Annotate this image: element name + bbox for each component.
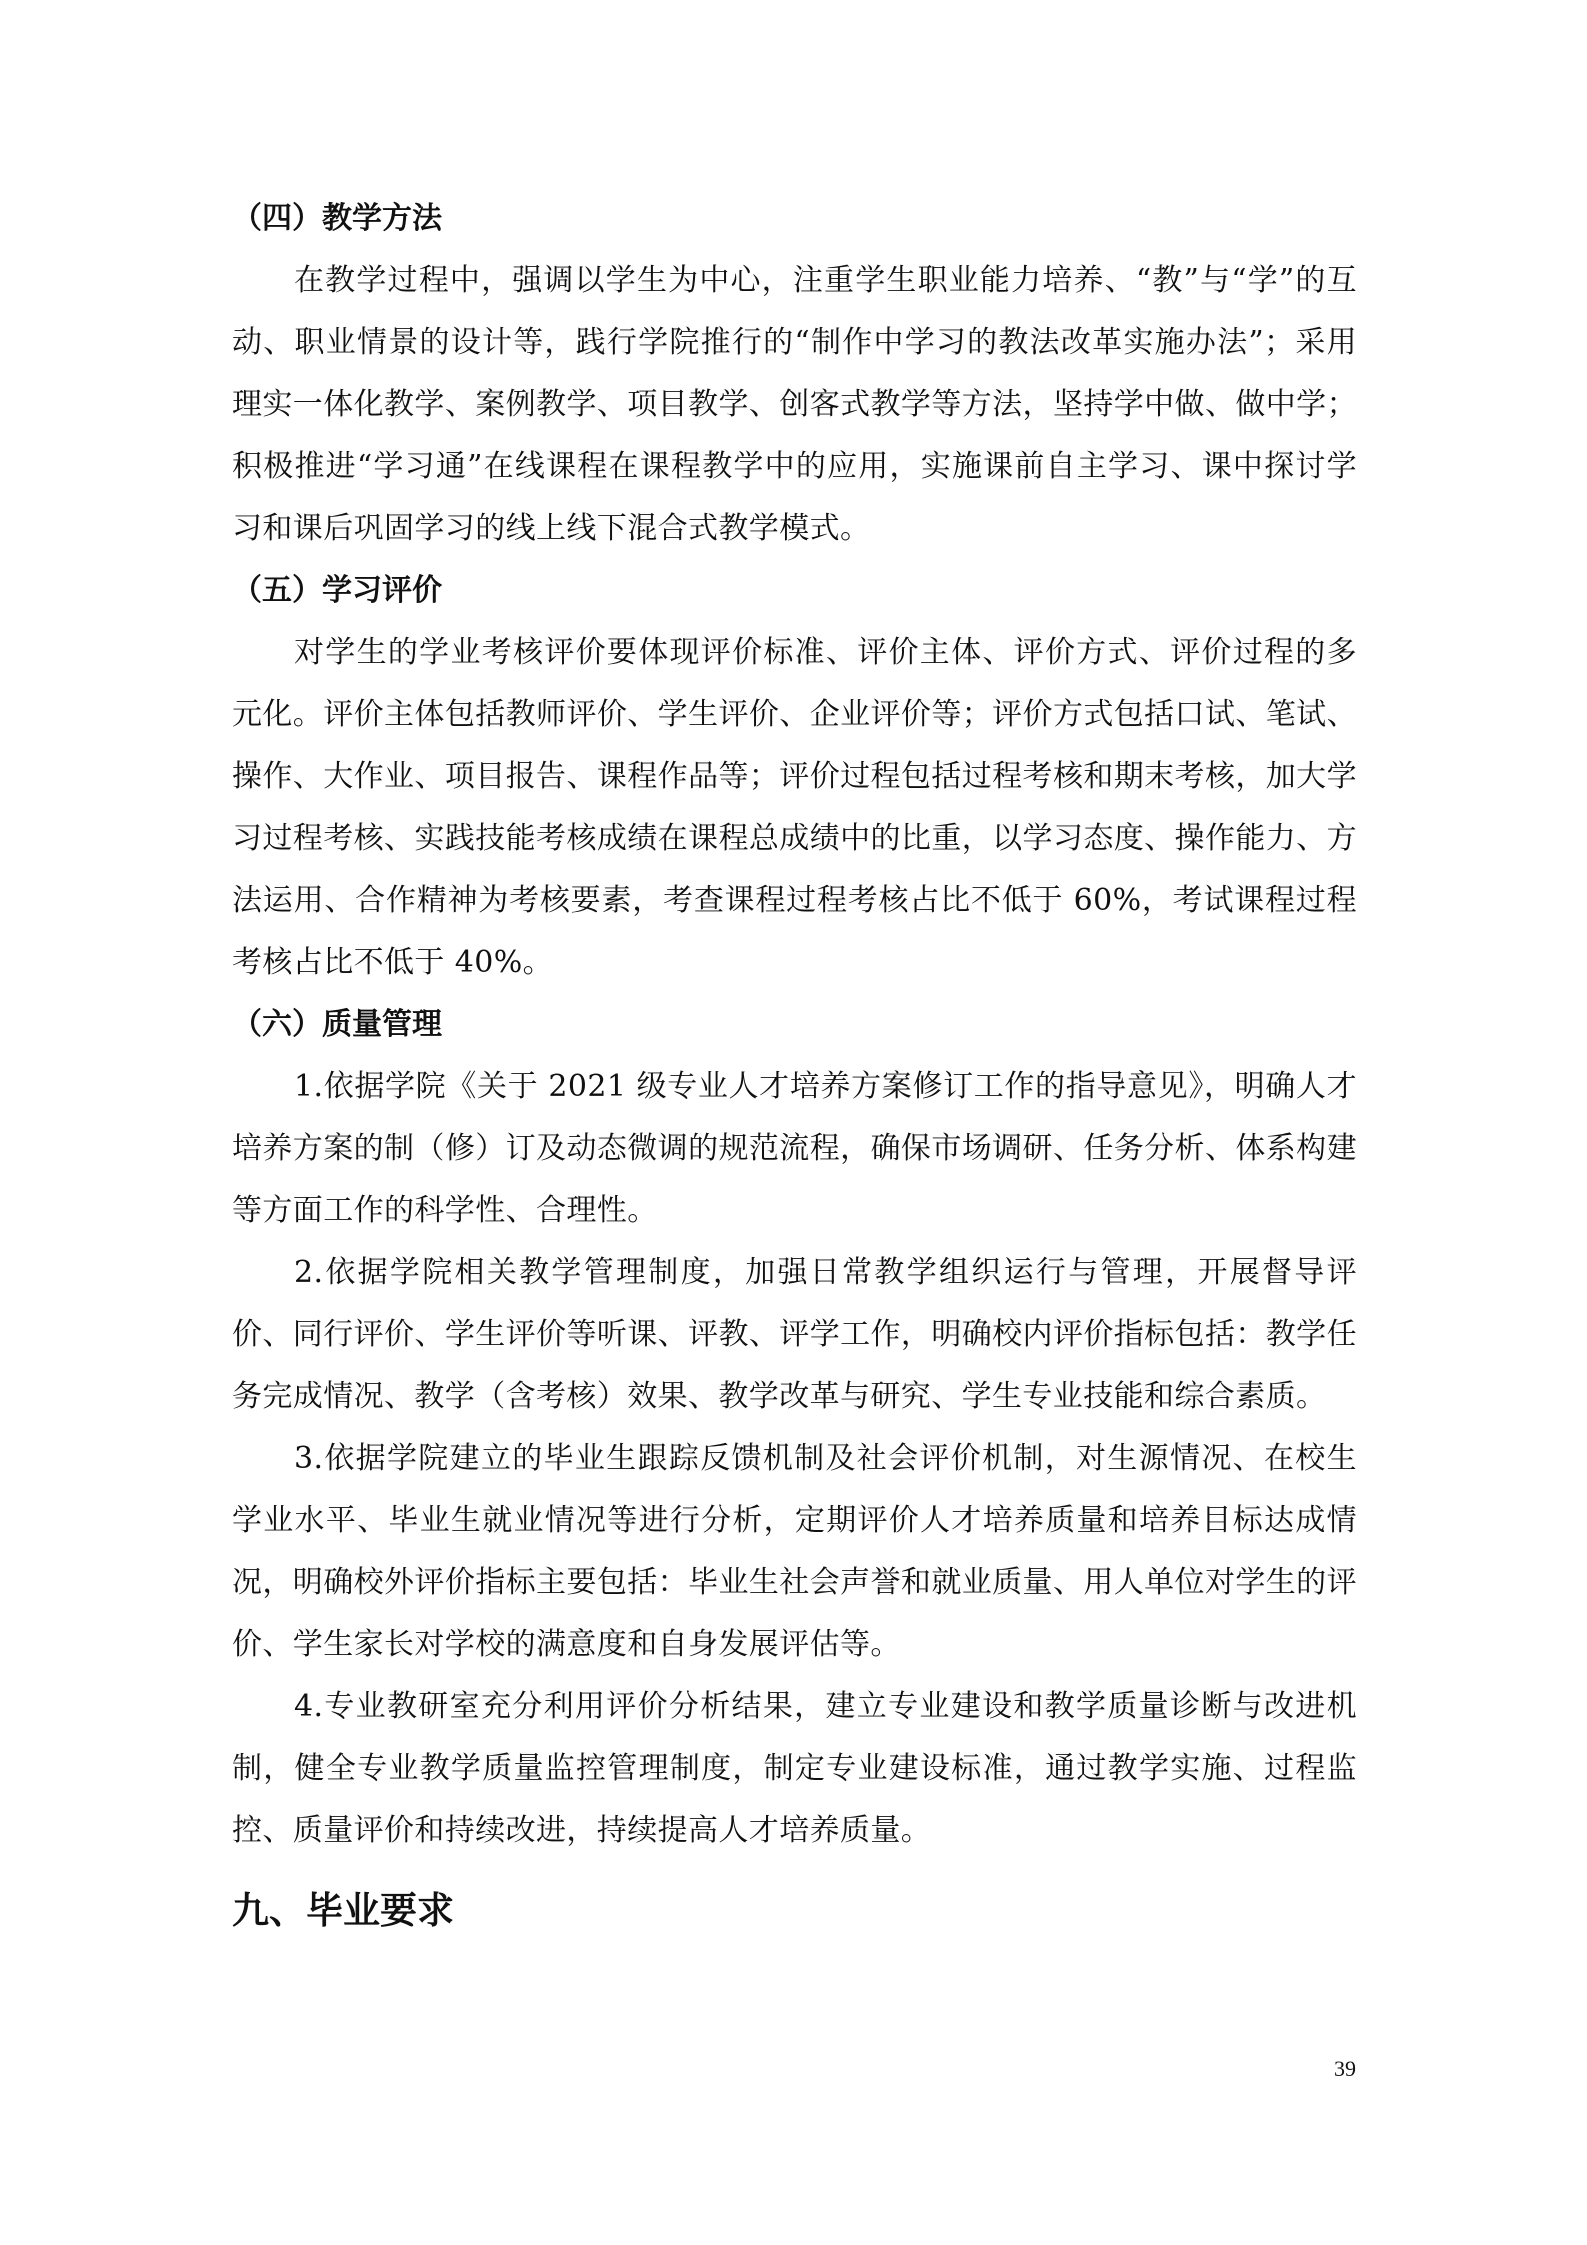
paragraph-teaching-methods: 在教学过程中，强调以学生为中心，注重学生职业能力培养、“教”与“学”的互动、职业情景的设计等，践行学院推行的“制作中学习的教法改革实施办法”；采用理实一体化教学、案例教学、项目教学、创客式教学等方法，坚持学中做、做中学；积极推进“学习通”在线课程在课程教学中的应用，实施课前自主学习、课中探讨学习和课后巩固学习的线上线下混合式教学模式。 xyxy=(232,263,1357,546)
paragraph-quality-management-2: 2.依据学院相关教学管理制度，加强日常教学组织运行与管理，开展督导评价、同行评价、学生评价等听课、评教、评学工作，明确校内评价指标包括：教学任务完成情况、教学（含考核）效果、教学改革与研究、学生专业技能和综合素质。 xyxy=(232,1255,1357,1414)
paragraph-quality-management-4: 4.专业教研室充分利用评价分析结果，建立专业建设和教学质量诊断与改进机制，健全专业教学质量监控管理制度，制定专业建设标准，通过教学实施、过程监控、质量评价和持续改进，持续提高人才培养质量。 xyxy=(232,1689,1357,1848)
section-heading-quality-management: （六）质量管理 xyxy=(232,1007,442,1042)
page-number: 39 xyxy=(1334,2056,1356,2081)
page-content xyxy=(232,188,1357,1942)
chapter-heading-graduation-requirements: 九、毕业要求 xyxy=(232,1889,454,1932)
section-heading-teaching-methods: （四）教学方法 xyxy=(232,201,442,236)
paragraph-quality-management-1: 1.依据学院《关于 2021 级专业人才培养方案修订工作的指导意见》，明确人才培养方案的制（修）订及动态微调的规范流程，确保市场调研、任务分析、体系构建等方面工作的科学性、合理性。 xyxy=(232,1069,1357,1228)
paragraph-learning-evaluation: 对学生的学业考核评价要体现评价标准、评价主体、评价方式、评价过程的多元化。评价主体包括教师评价、学生评价、企业评价等；评价方式包括口试、笔试、操作、大作业、项目报告、课程作品等；评价过程包括过程考核和期末考核，加大学习过程考核、实践技能考核成绩在课程总成绩中的比重，以学习态度、操作能力、方法运用、合作精神为考核要素，考查课程过程考核占比不低于 60%，考试课程过程考核占比不低于 40%。 xyxy=(232,635,1357,980)
paragraph-quality-management-3: 3.依据学院建立的毕业生跟踪反馈机制及社会评价机制，对生源情况、在校生学业水平、毕业生就业情况等进行分析，定期评价人才培养质量和培养目标达成情况，明确校外评价指标主要包括：毕业生社会声誉和就业质量、用人单位对学生的评价、学生家长对学校的满意度和自身发展评估等。 xyxy=(232,1441,1357,1662)
section-heading-learning-evaluation: （五）学习评价 xyxy=(232,573,442,608)
